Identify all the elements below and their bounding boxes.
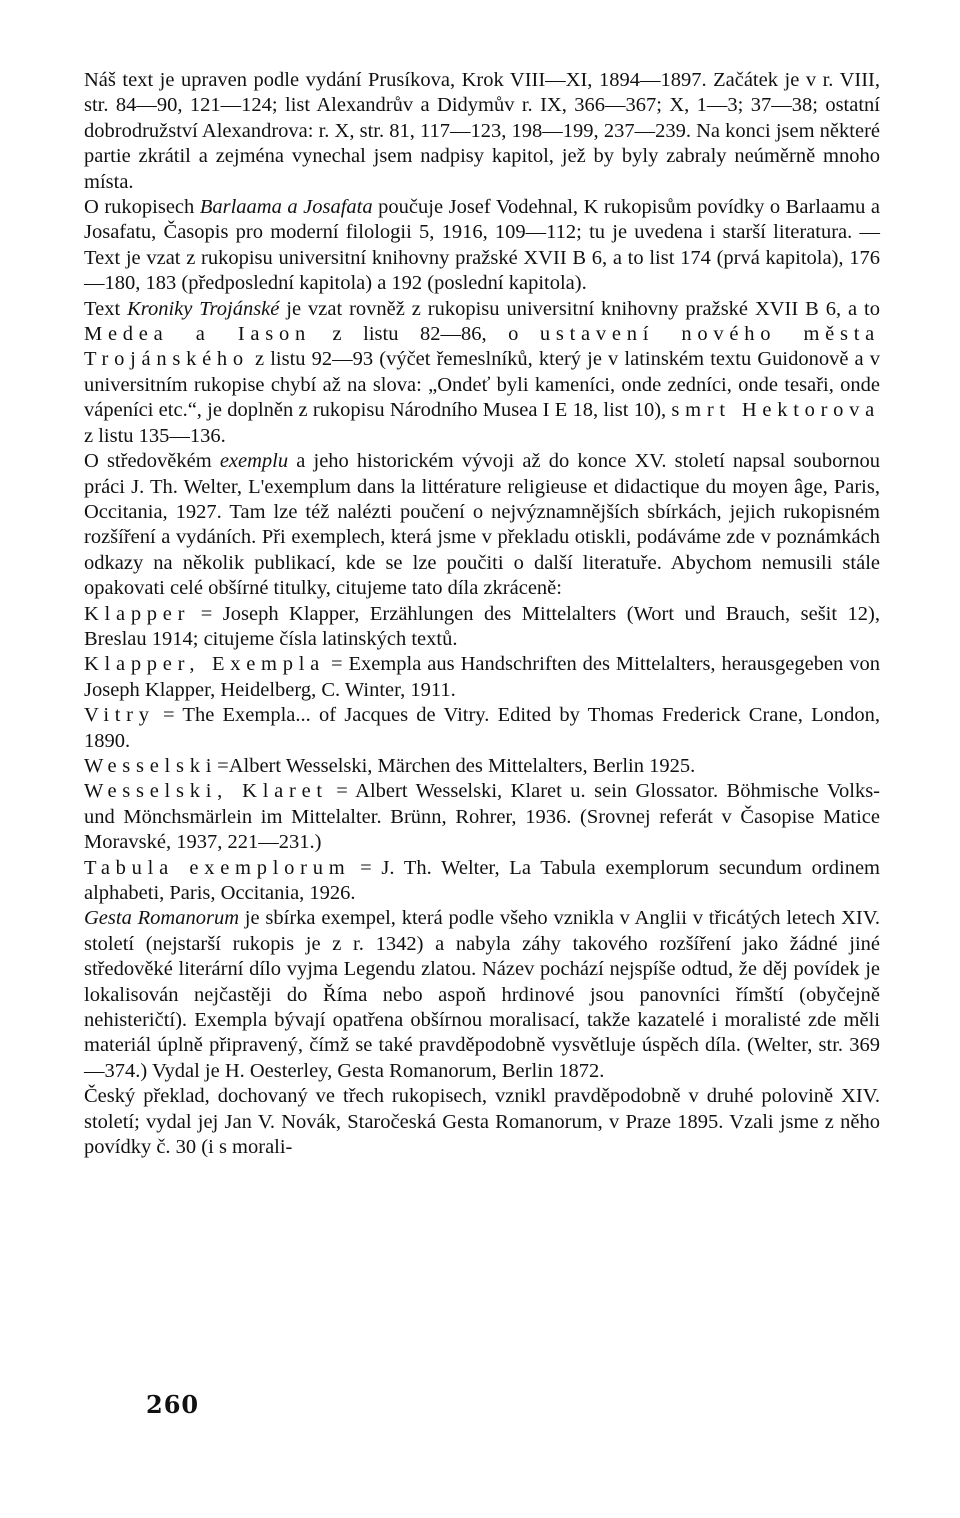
text-run: je sbírka exempel, která podle všeho vznikla v Anglii v třicátých letech XIV. století (nejstarší rukopis je z r. 1342) a nabyla záhy takového rozšíření jako žádné jiné středověké literární dílo vyjma Legendu zlatou. Název pochází nejspíše odtud, že děj povídek je lokalisován nejčastěji do Říma nebo aspoň hrdinové jsou panovníci římští (obyčejně nehisteričtí). Exempla bývají opatřena obšírnou moralisací, takže kazatelé i moralisté zde měli materiál úplně připravený, čímž se také pravděpodobně vysvětluje úspěch díla. (Welter, str. 369—374.) Vydal je H. Oesterley, Gesta Romanorum, Berlin 1872.: [84, 907, 880, 1082]
spaced-text: Wesselski, Klaret: [84, 780, 328, 803]
spaced-text: Tabula exemplorum: [84, 856, 351, 879]
paragraph: [84, 906, 880, 1084]
paragraph: [84, 449, 880, 601]
text-run: = Albert Wesselski, Klaret u. sein Glossator. Böhmische Volks- und Mönchsmärlein im Mittelalter. Brünn, Rohrer, 1936. (Srovnej referát v Časopise Matice Moravské, 1937, 221—231.): [84, 780, 880, 854]
italic-title: Kroniky Trojánské: [127, 297, 280, 320]
spaced-text: Klapper, Exempla: [84, 653, 325, 676]
italic-title: Barlaama a Josafata: [199, 196, 373, 219]
text-run: z listu 135—136.: [84, 424, 226, 447]
spaced-text: smrt Hektorova: [671, 399, 880, 422]
spaced-text: Medea a Iason: [84, 323, 311, 346]
paragraph: [84, 297, 880, 449]
text-run: O středověkém: [84, 450, 220, 473]
page-number: 260: [146, 1390, 200, 1419]
paragraph: [84, 602, 880, 653]
text-run: = Joseph Klapper, Erzählungen des Mittelalters (Wort und Brauch, sešit 12), Breslau 1914; citujeme čísla latinských textů.: [84, 602, 880, 650]
text-run: =Albert Wesselski, Märchen des Mittelalters, Berlin 1925.: [217, 754, 696, 777]
italic-title: Gesta Romanorum: [84, 907, 239, 930]
text-run: = The Exempla... of Jacques de Vitry. Edited by Thomas Frederick Crane, London, 1890.: [84, 704, 880, 752]
paragraph: [84, 1084, 880, 1160]
paragraph: [84, 703, 880, 754]
paragraph: [84, 779, 880, 855]
paragraph: [84, 68, 880, 195]
text-run: je vzat rovněž z rukopisu universitní knihovny pražské XVII B 6, a to: [279, 297, 880, 320]
text-run: a jeho historickém vývoji až do konce XV. století napsal soubornou práci J. Th. Welter, L'exemplum dans la littérature religieuse et didactique du moyen âge, Paris, Occitania, 1927. Tam lze též nalézti poučení o nejvýznamnějších sbírkách, jejich rukopisném rozšíření a vydáních. Při exemplech, která jsme v překladu otiskli, podáváme zde v poznámkách odkazy na několik publikací, kde se lze poučiti o další literatuře. Abychom nemusili stále opakovati celé obšírné titulky, citujeme tato díla zkráceně:: [84, 450, 880, 600]
paragraph: [84, 856, 880, 907]
text-run: O rukopisech: [84, 196, 200, 219]
paragraph: [84, 754, 880, 779]
text-run: poučuje Josef Vodehnal, K rukopisům povídky o Barlaamu a Josafatu, Časopis pro moderní filologii 5, 1916, 109—112; tu je uvedena i starší literatura. — Text je vzat z rukopisu universitní knihovny pražské XVII B 6, a to list 174 (prvá kapitola), 176—180, 183 (předposlední kapitola) a 192 (poslední kapitola).: [84, 196, 880, 295]
spaced-text: Wesselski: [84, 754, 218, 777]
paragraph: [84, 652, 880, 703]
italic-title: exemplu: [219, 450, 289, 473]
body-text: [84, 68, 880, 1160]
text-run: z listu 92—93 (výčet řemeslníků, který je v latinském textu Guidonově a v universitním rukopise chybí až na slova: „Ondeť byli kameníci, onde zedníci, onde tesaři, onde vápeníci etc.“, je doplněn z rukopisu Národního Musea I E 18, list 10),: [84, 348, 880, 422]
spaced-text: Vitry: [84, 704, 155, 727]
text-run: Text: [84, 297, 128, 320]
text-run: = Exempla aus Handschriften des Mittelalters, herausgegeben von Joseph Klapper, Heidelberg, C. Winter, 1911.: [84, 653, 881, 701]
paragraph: [84, 195, 880, 297]
text-run: z listu 82—86, o: [310, 323, 540, 346]
text-run: = J. Th. Welter, La Tabula exemplorum secundum ordinem alphabeti, Paris, Occitania, 1926.: [84, 856, 880, 904]
spaced-text: ustavení nového města Trojánského: [84, 323, 880, 371]
text-run: Náš text je upraven podle vydání Prusíkova, Krok VIII—XI, 1894—1897. Začátek je v r. VIII, str. 84—90, 121—124; list Alexandrův a Didymův r. IX, 366—367; X, 1—3; 37—38; ostatní dobrodružství Alexandrova: r. X, str. 81, 117—123, 198—199, 237—239. Na konci jsem některé partie zkrátil a zejména vynechal jsem nadpisy kapitol, jež by byly zabraly neúměrně mnoho místa.: [84, 69, 880, 193]
spaced-text: Klapper: [84, 602, 191, 625]
text-run: Český překlad, dochovaný ve třech rukopisech, vznikl pravděpodobně v druhé polovině XIV. století; vydal jej Jan V. Novák, Staročeská Gesta Romanorum, v Praze 1895. Vzali jsme z něho povídky č. 30 (i s morali-: [84, 1085, 880, 1159]
